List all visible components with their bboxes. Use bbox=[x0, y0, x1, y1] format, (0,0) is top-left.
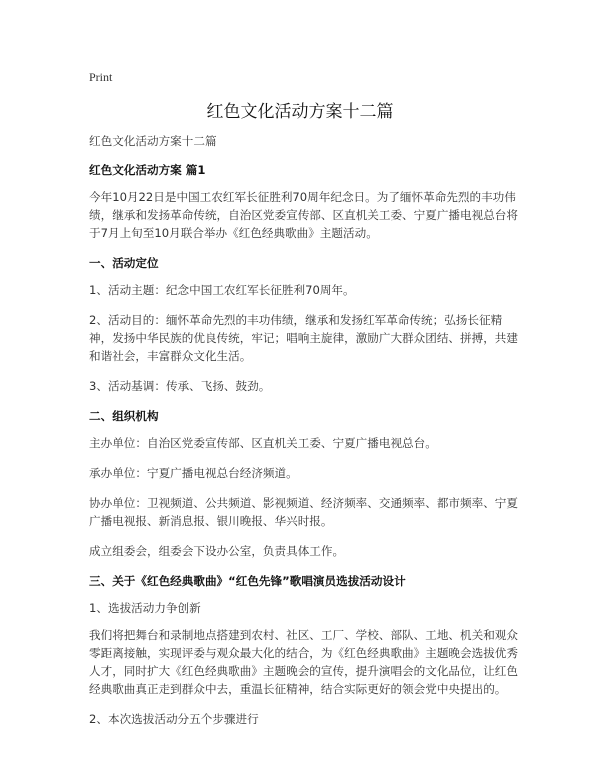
paragraph-five-steps: 2、本次选拔活动分五个步骤进行 bbox=[89, 712, 259, 726]
paragraph-host: 主办单位：自治区党委宣传部、区直机关工委、宁夏广播电视总台。 bbox=[89, 436, 437, 450]
paragraph-selection-detail: 我们将把舞台和录制地点搭建到农村、社区、工厂、学校、部队、工地、机关和观众零距离接触，实现评委与观众最大化的结合，为《红色经典歌曲》主题晚会选拔优秀人才，同时扩大《红色经典歌曲》主题晚会的宣传，提升演唱会的文化品位，让红色经典歌曲真正走到群众中去，重温长征精神，结合实际更好的领会党中央提出的。 bbox=[89, 628, 518, 696]
paragraph-activity-tone: 3、活动基调：传承、飞扬、鼓劲。 bbox=[89, 379, 271, 393]
section-title: 红色文化活动方案 篇1 bbox=[89, 163, 206, 177]
heading-selection-design: 三、关于《红色经典歌曲》“红色先锋”歌唱演员选拔活动设计 bbox=[89, 574, 406, 588]
paragraph-co-organizer: 协办单位：卫视频道、公共频道、影视频道、经济频率、交通频率、都市频率、宁夏广播电视报、新消息报、银川晚报、华兴时报。 bbox=[89, 496, 518, 528]
paragraph-activity-theme: 1、活动主题：纪念中国工农红军长征胜利70周年。 bbox=[89, 283, 355, 297]
heading-activity-positioning: 一、活动定位 bbox=[89, 256, 159, 270]
document-body bbox=[89, 132, 519, 740]
print-link[interactable]: Print bbox=[89, 70, 113, 84]
document-title: 红色文化活动方案十二篇 bbox=[206, 102, 394, 122]
document-subtitle: 红色文化活动方案十二篇 bbox=[89, 134, 217, 148]
intro-paragraph: 今年10月22日是中国工农红军长征胜利70周年纪念日。为了缅怀革命先烈的丰功伟绩，继承和发扬革命传统，自治区党委宣传部、区直机关工委、宁夏广播电视总台将于7月上旬至10月联合举办《红色经典歌曲》主题活动。 bbox=[89, 190, 518, 240]
paragraph-activity-purpose: 2、活动目的：缅怀革命先烈的丰功伟绩，继承和发扬红军革命传统；弘扬长征精神，发扬中华民族的优良传统，牢记；唱响主旋律，激励广大群众团结、拼搏，共建和谐社会，丰富群众文化生活。 bbox=[89, 313, 518, 363]
paragraph-organizer: 承办单位：宁夏广播电视总台经济频道。 bbox=[89, 466, 298, 480]
heading-organization: 二、组织机构 bbox=[89, 409, 159, 423]
paragraph-innovation: 1、选拔活动力争创新 bbox=[89, 601, 201, 615]
paragraph-committee: 成立组委会，组委会下设办公室，负责具体工作。 bbox=[89, 544, 345, 558]
